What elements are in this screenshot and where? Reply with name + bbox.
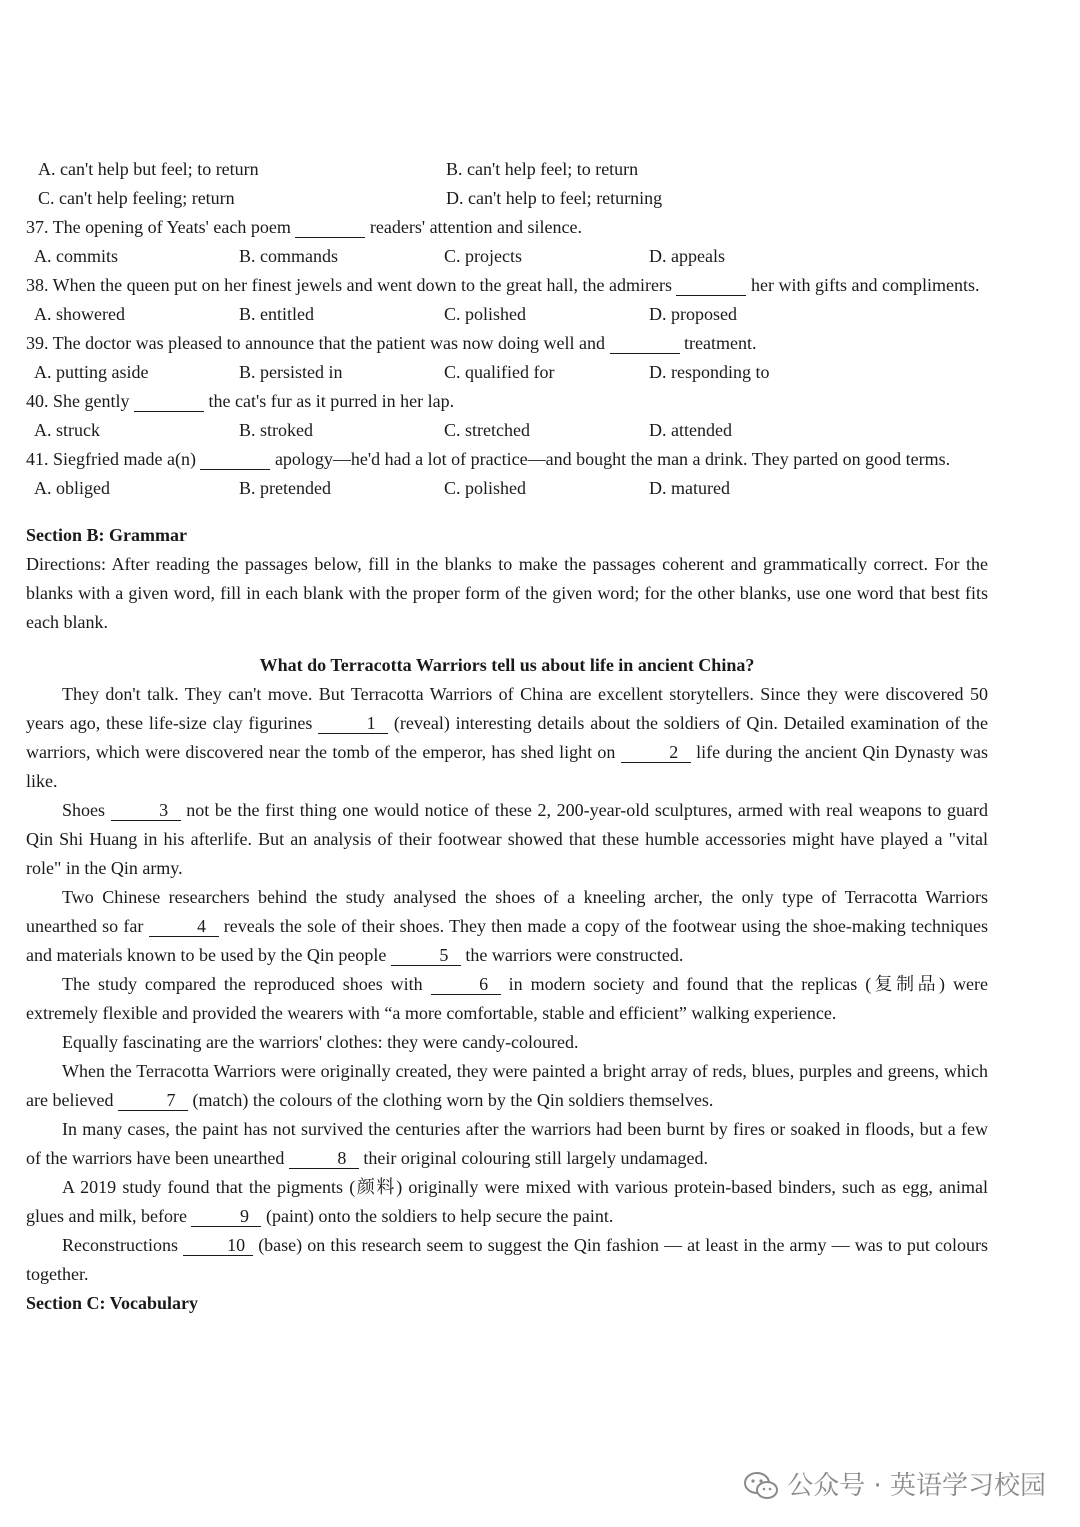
question-40: [26, 387, 988, 445]
section-c-title: Section C: Vocabulary: [26, 1293, 199, 1313]
paragraph-text: Shoes: [62, 800, 111, 820]
q36-option-b: B. can't help feel; to return: [446, 159, 639, 179]
grammar-blank[interactable]: 9: [191, 1206, 261, 1227]
option-a: A. showered: [34, 304, 125, 324]
question-37: [26, 213, 988, 271]
question-stem: 40. She gently: [26, 391, 130, 411]
q36-option-d: D. can't help to feel; returning: [446, 188, 663, 208]
passage-paragraph: [26, 796, 988, 883]
passage-paragraph: [26, 970, 988, 1028]
answer-blank[interactable]: [134, 391, 204, 412]
grammar-blank[interactable]: 4: [149, 916, 219, 937]
question-options: [26, 300, 988, 329]
paragraph-text: The study compared the reproduced shoes with: [62, 974, 431, 994]
option-d: D. responding to: [649, 362, 770, 382]
paragraph-text: Reconstructions: [62, 1235, 184, 1255]
paragraph-text: Equally fascinating are the warriors' clothes: they were candy-coloured.: [62, 1032, 579, 1052]
paragraph-text: their original colouring still largely undamaged.: [358, 1148, 708, 1168]
passage-paragraph: [26, 883, 988, 970]
passage-paragraph: [26, 1057, 988, 1115]
option-a: A. putting aside: [34, 362, 149, 382]
question-41: [26, 445, 988, 503]
grammar-blank[interactable]: 1: [318, 713, 388, 734]
question-stem: 37. The opening of Yeats' each poem: [26, 217, 291, 237]
question-stem-end: readers' attention and silence.: [369, 217, 583, 237]
grammar-blank[interactable]: 10: [183, 1235, 253, 1256]
paragraph-text: Two Chinese researchers behind the study analysed the shoes of a kneeling archer, the only type of Terracotta Warriors unearthed so far: [26, 887, 988, 936]
passage-paragraph: [26, 1028, 988, 1057]
paragraph-text: (match) the colours of the clothing worn by the Qin soldiers themselves.: [187, 1090, 714, 1110]
question-stem-end: treatment.: [684, 333, 757, 353]
question-stem: 39. The doctor was pleased to announce that the patient was now doing well and: [26, 333, 606, 353]
q36-options: [26, 155, 988, 213]
paragraph-text: A 2019 study found that the pigments (颜料) originally were mixed with various protein-based binders, such as egg, animal glues and milk, before: [26, 1177, 988, 1226]
watermark-text: 公众号 · 英语学习校园: [787, 1470, 1046, 1501]
option-b: B. commands: [239, 246, 338, 266]
wechat-icon: [743, 1471, 779, 1501]
passage-paragraph: [26, 1115, 988, 1173]
option-b: B. pretended: [239, 478, 331, 498]
question-options: [26, 474, 988, 503]
question-39: [26, 329, 988, 387]
question-options: [26, 358, 988, 387]
option-a: A. obliged: [34, 478, 110, 498]
grammar-blank[interactable]: 8: [289, 1148, 359, 1169]
option-d: D. appeals: [649, 246, 725, 266]
question-stem: 41. Siegfried made a(n): [26, 449, 196, 469]
question-stem-end: apology—he'd had a lot of practice—and bought the man a drink. They parted on good terms.: [274, 449, 951, 469]
paragraph-text: life during the ancient Qin Dynasty was like.: [26, 742, 989, 791]
option-a: A. struck: [34, 420, 100, 440]
passage-paragraph: [26, 1173, 988, 1231]
passage-title: What do Terracotta Warriors tell us about life in ancient China?: [259, 655, 755, 675]
answer-blank[interactable]: [676, 275, 746, 296]
option-d: D. attended: [649, 420, 732, 440]
paragraph-text: (reveal) interesting details about the soldiers of Qin. Detailed examination of the warriors, which were discovered near the tomb of the emperor, has shed light on: [26, 713, 988, 762]
paragraph-text: reveals the sole of their shoes. They then made a copy of the footwear using the shoe-making techniques and materials known to be used by the Qin people: [26, 916, 988, 965]
option-a: A. commits: [34, 246, 118, 266]
option-b: B. persisted in: [239, 362, 343, 382]
passage-paragraph: [26, 680, 988, 796]
q36-option-a: A. can't help but feel; to return: [38, 159, 259, 179]
section-b-directions: Directions: After reading the passages below, fill in the blanks to make the passages coherent and grammatically correct. For the blanks with a given word, fill in each blank with the proper form of the given word; for the other blanks, use one word that best fits each blank.: [26, 554, 988, 632]
option-c: C. qualified for: [444, 362, 555, 382]
question-options: [26, 416, 988, 445]
question-stem: 38. When the queen put on her finest jewels and went down to the great hall, the admirers: [26, 275, 672, 295]
grammar-blank[interactable]: 5: [391, 945, 461, 966]
option-b: B. stroked: [239, 420, 313, 440]
question-38: [26, 271, 988, 329]
section-b-title: Section B: Grammar: [26, 525, 187, 545]
q36-option-c: C. can't help feeling; return: [38, 188, 235, 208]
option-b: B. entitled: [239, 304, 314, 324]
option-c: C. polished: [444, 478, 527, 498]
option-d: D. proposed: [649, 304, 737, 324]
option-c: C. stretched: [444, 420, 530, 440]
option-c: C. projects: [444, 246, 522, 266]
watermark: [743, 1471, 1046, 1501]
paragraph-text: They don't talk. They can't move. But Terracotta Warriors of China are excellent storytellers. Since they were discovered 50 years ago, these life-size clay figurines: [26, 684, 988, 733]
paragraph-text: (base) on this research seem to suggest the Qin fashion — at least in the army — was to put colours together.: [26, 1235, 988, 1284]
grammar-blank[interactable]: 3: [111, 800, 181, 821]
grammar-blank[interactable]: 6: [431, 974, 501, 995]
paragraph-text: When the Terracotta Warriors were originally created, they were painted a bright array of reds, blues, purples and greens, which are believed: [26, 1061, 988, 1110]
answer-blank[interactable]: [610, 333, 680, 354]
grammar-blank[interactable]: 7: [118, 1090, 188, 1111]
question-stem-end: the cat's fur as it purred in her lap.: [208, 391, 455, 411]
question-options: [26, 242, 988, 271]
grammar-blank[interactable]: 2: [621, 742, 691, 763]
answer-blank[interactable]: [200, 449, 270, 470]
paragraph-text: In many cases, the paint has not survived the centuries after the warriors had been burnt by fires or soaked in floods, but a few of the warriors have been unearthed: [26, 1119, 988, 1168]
passage-paragraph: [26, 1231, 988, 1289]
option-d: D. matured: [649, 478, 730, 498]
passage-body: [26, 680, 988, 1289]
question-stem-end: her with gifts and compliments.: [750, 275, 980, 295]
answer-blank[interactable]: [295, 217, 365, 238]
paragraph-text: in modern society and found that the replicas (复制品) were extremely flexible and provided the wearers with “a more comfortable, stable and efficient” walking experience.: [26, 974, 988, 1023]
option-c: C. polished: [444, 304, 527, 324]
paragraph-text: the warriors were constructed.: [460, 945, 684, 965]
paragraph-text: not be the first thing one would notice of these 2, 200-year-old sculptures, armed with real weapons to guard Qin Shi Huang in his afterlife. But an analysis of their footwear showed that these humble accessories might have played a "vital role" in the Qin army.: [26, 800, 988, 878]
paragraph-text: (paint) onto the soldiers to help secure the paint.: [261, 1206, 614, 1226]
